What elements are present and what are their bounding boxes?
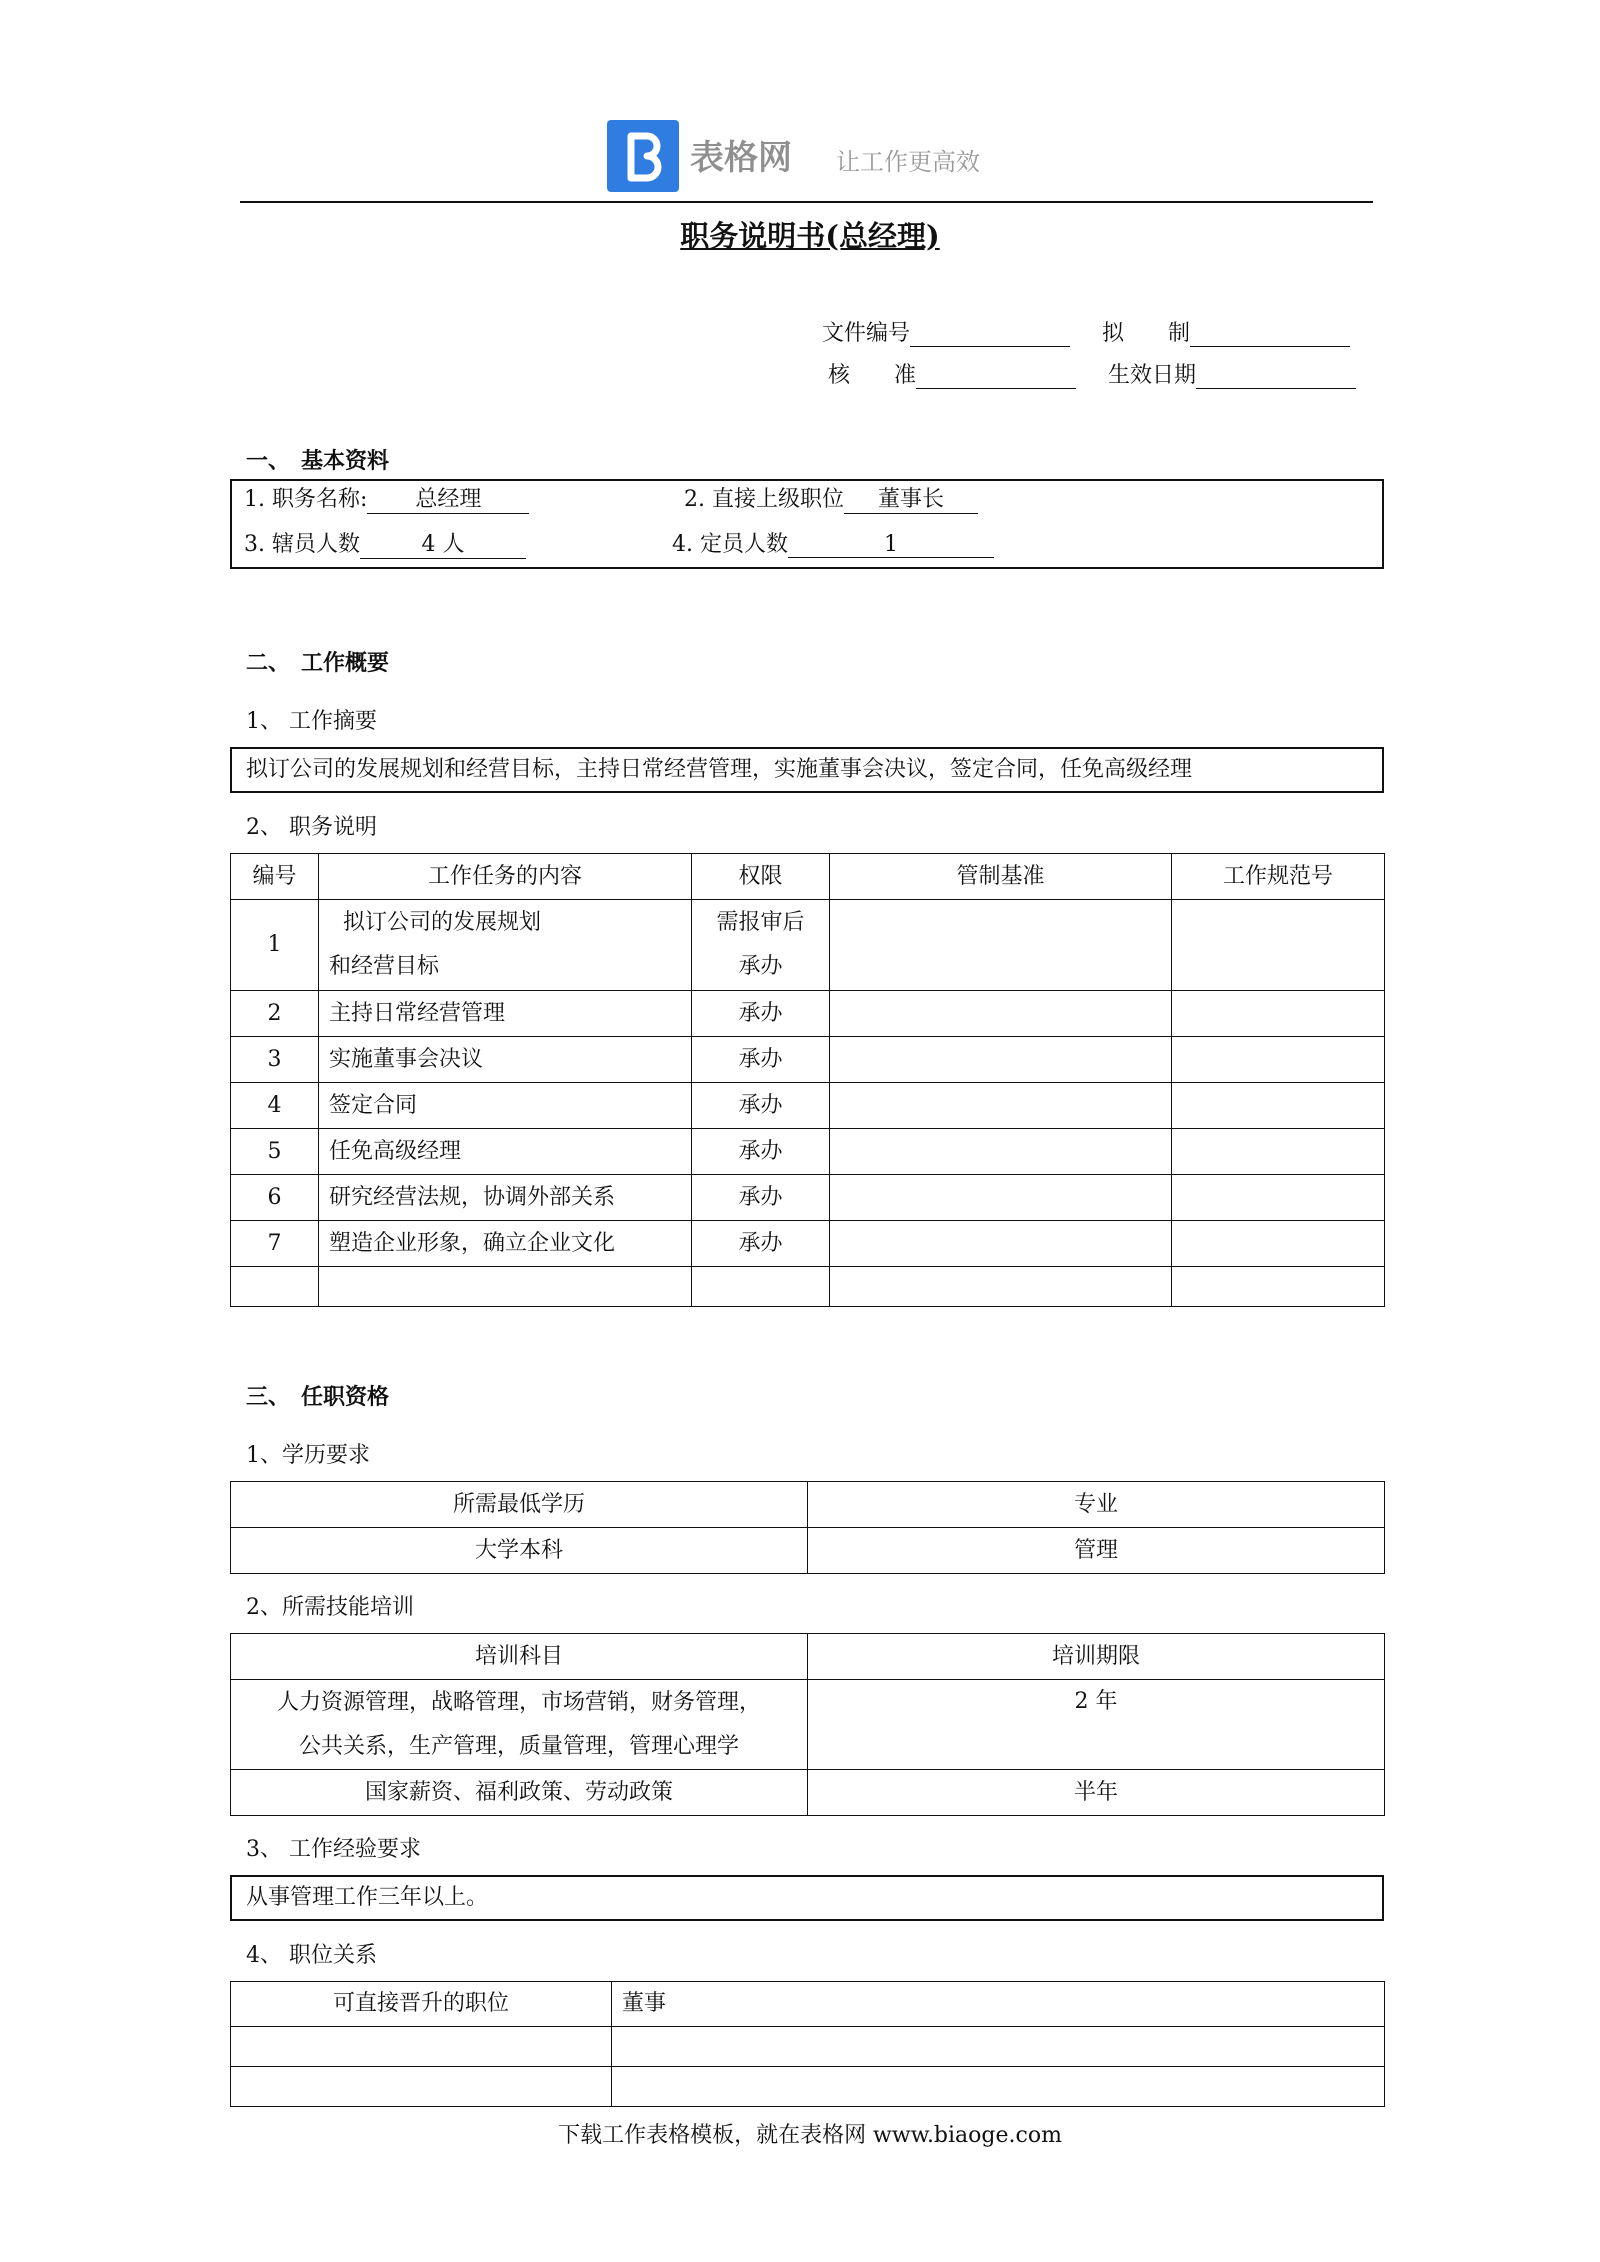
relation-key: 可直接晋升的职位: [231, 1982, 612, 2027]
duty-control-standard: [830, 991, 1172, 1037]
table-row: [231, 1680, 1385, 1770]
drafter-field: [1102, 316, 1350, 347]
training-subject: [231, 1680, 808, 1770]
education-min-degree: 大学本科: [231, 1528, 808, 1574]
work-summary-label: 1、 工作摘要: [246, 709, 377, 734]
subordinates-field: [244, 527, 526, 559]
duties-header-control-standard: 管制基准: [830, 854, 1172, 900]
duties-table: [230, 853, 1385, 1307]
duty-task: 塑造企业形象，确立企业文化: [319, 1221, 692, 1267]
duty-work-spec: [1172, 900, 1385, 991]
experience-label: 3、 工作经验要求: [246, 1837, 421, 1862]
duty-authority: 承办: [692, 1129, 830, 1175]
job-name-label: 1. 职务名称:: [244, 487, 368, 512]
table-row: [231, 1528, 1385, 1574]
duty-no: 5: [231, 1129, 319, 1175]
effective-date-label: 生效日期: [1108, 363, 1197, 388]
table-row: [231, 1221, 1385, 1267]
duty-control-standard: [830, 1083, 1172, 1129]
training-header-row: [231, 1634, 1385, 1680]
relation-value: 董事: [612, 1982, 1385, 2027]
duty-task-line2: 和经营目标: [329, 954, 440, 979]
duties-header-authority: 权限: [692, 854, 830, 900]
duty-control-standard: [830, 900, 1172, 991]
page-title: 职务说明书(总经理): [680, 219, 940, 253]
superior-value: 董事长: [844, 482, 978, 514]
file-no-field: [822, 316, 1070, 347]
approve-label: 核 准: [828, 363, 917, 388]
duty-no: 2: [231, 991, 319, 1037]
duty-work-spec: [1172, 1221, 1385, 1267]
file-no-input[interactable]: [910, 322, 1070, 347]
section-basic-info-heading: 一、 基本资料: [246, 448, 390, 474]
duties-label: 2、 职务说明: [246, 815, 377, 840]
training-header-period: 培训期限: [808, 1634, 1385, 1680]
section-qualifications-heading: 三、 任职资格: [246, 1384, 390, 1410]
duty-no: 3: [231, 1037, 319, 1083]
duty-authority: 承办: [692, 991, 830, 1037]
approve-input[interactable]: [916, 364, 1076, 389]
file-no-label: 文件编号: [822, 321, 911, 346]
headcount-label: 4. 定员人数: [672, 532, 788, 557]
training-label: 2、所需技能培训: [246, 1595, 414, 1620]
duty-authority: 承办: [692, 1221, 830, 1267]
duty-task-line1: 拟订公司的发展规划: [343, 910, 542, 935]
duty-control-standard: [830, 1129, 1172, 1175]
job-name-field: [244, 482, 529, 514]
duty-task: [319, 900, 692, 991]
duty-no: 4: [231, 1083, 319, 1129]
training-period: 半年: [808, 1770, 1385, 1816]
superior-label: 2. 直接上级职位: [684, 487, 844, 512]
table-row: [231, 1982, 1385, 2027]
training-period: 2 年: [808, 1680, 1385, 1770]
training-header-subject: 培训科目: [231, 1634, 808, 1680]
header-divider: [240, 201, 1373, 203]
education-header-row: [231, 1482, 1385, 1528]
duty-task: 主持日常经营管理: [319, 991, 692, 1037]
table-row: [231, 1770, 1385, 1816]
experience-box: 从事管理工作三年以上。: [230, 1875, 1384, 1921]
education-label: 1、学历要求: [246, 1443, 370, 1468]
table-row: [231, 900, 1385, 991]
job-name-value: 总经理: [367, 482, 529, 514]
relation-table: [230, 1981, 1385, 2107]
duty-authority: 承办: [692, 1037, 830, 1083]
duty-control-standard: [830, 1037, 1172, 1083]
relation-label: 4、 职位关系: [246, 1943, 377, 1968]
headcount-value: 1: [788, 532, 994, 558]
education-header-major: 专业: [808, 1482, 1385, 1528]
duties-header-work-spec: 工作规范号: [1172, 854, 1385, 900]
duty-control-standard: [830, 1221, 1172, 1267]
duty-work-spec: [1172, 1129, 1385, 1175]
duty-control-standard: [830, 1175, 1172, 1221]
drafter-label: 拟 制: [1102, 321, 1191, 346]
duties-header-no: 编号: [231, 854, 319, 900]
duty-task: 实施董事会决议: [319, 1037, 692, 1083]
duty-authority-line2: 承办: [738, 954, 783, 979]
training-subject-line2: 公共关系，生产管理，质量管理，管理心理学: [298, 1733, 739, 1759]
logo-name: 表格网: [690, 138, 792, 178]
training-subject: 国家薪资、福利政策、劳动政策: [231, 1770, 808, 1816]
drafter-input[interactable]: [1190, 322, 1350, 347]
effective-date-input[interactable]: [1196, 364, 1356, 389]
duty-work-spec: [1172, 991, 1385, 1037]
education-major: 管理: [808, 1528, 1385, 1574]
table-row: [231, 1175, 1385, 1221]
duty-task: 签定合同: [319, 1083, 692, 1129]
work-summary-box: 拟订公司的发展规划和经营目标，主持日常经营管理，实施董事会决议，签定合同，任免高级经理: [230, 747, 1384, 793]
effective-date-field: [1108, 358, 1356, 389]
table-row-empty: [231, 1267, 1385, 1307]
superior-field: [684, 482, 978, 514]
duty-task: 任免高级经理: [319, 1129, 692, 1175]
duty-no: 1: [231, 900, 319, 991]
training-table: [230, 1633, 1385, 1816]
logo-icon: [607, 120, 679, 192]
headcount-field: [672, 527, 994, 558]
duty-no: 6: [231, 1175, 319, 1221]
duty-task: 研究经营法规，协调外部关系: [319, 1175, 692, 1221]
logo-slogan: 让工作更高效: [836, 148, 980, 176]
education-header-min-degree: 所需最低学历: [231, 1482, 808, 1528]
duty-work-spec: [1172, 1037, 1385, 1083]
table-row: [231, 1083, 1385, 1129]
section-work-overview-heading: 二、 工作概要: [246, 650, 390, 676]
duties-header-task: 工作任务的内容: [319, 854, 692, 900]
duty-authority: [692, 900, 830, 991]
table-row: [231, 991, 1385, 1037]
approve-field: [828, 358, 1076, 389]
subordinates-value: 4 人: [360, 527, 526, 559]
table-row: [231, 1129, 1385, 1175]
table-row-empty: [231, 2027, 1385, 2067]
duty-work-spec: [1172, 1083, 1385, 1129]
duties-header-row: [231, 854, 1385, 900]
logo-b-glyph-icon: [607, 120, 679, 192]
duty-authority: 承办: [692, 1175, 830, 1221]
subordinates-label: 3. 辖员人数: [244, 532, 360, 557]
duty-no: 7: [231, 1221, 319, 1267]
education-table: [230, 1481, 1385, 1574]
duty-work-spec: [1172, 1175, 1385, 1221]
table-row-empty: [231, 2067, 1385, 2107]
duty-authority: 承办: [692, 1083, 830, 1129]
page-footer: 下载工作表格模板，就在表格网 www.biaoge.com: [558, 2123, 1062, 2148]
training-subject-line1: 人力资源管理，战略管理，市场营销，财务管理，: [276, 1689, 761, 1715]
duty-authority-line1: 需报审后: [716, 910, 805, 935]
table-row: [231, 1037, 1385, 1083]
